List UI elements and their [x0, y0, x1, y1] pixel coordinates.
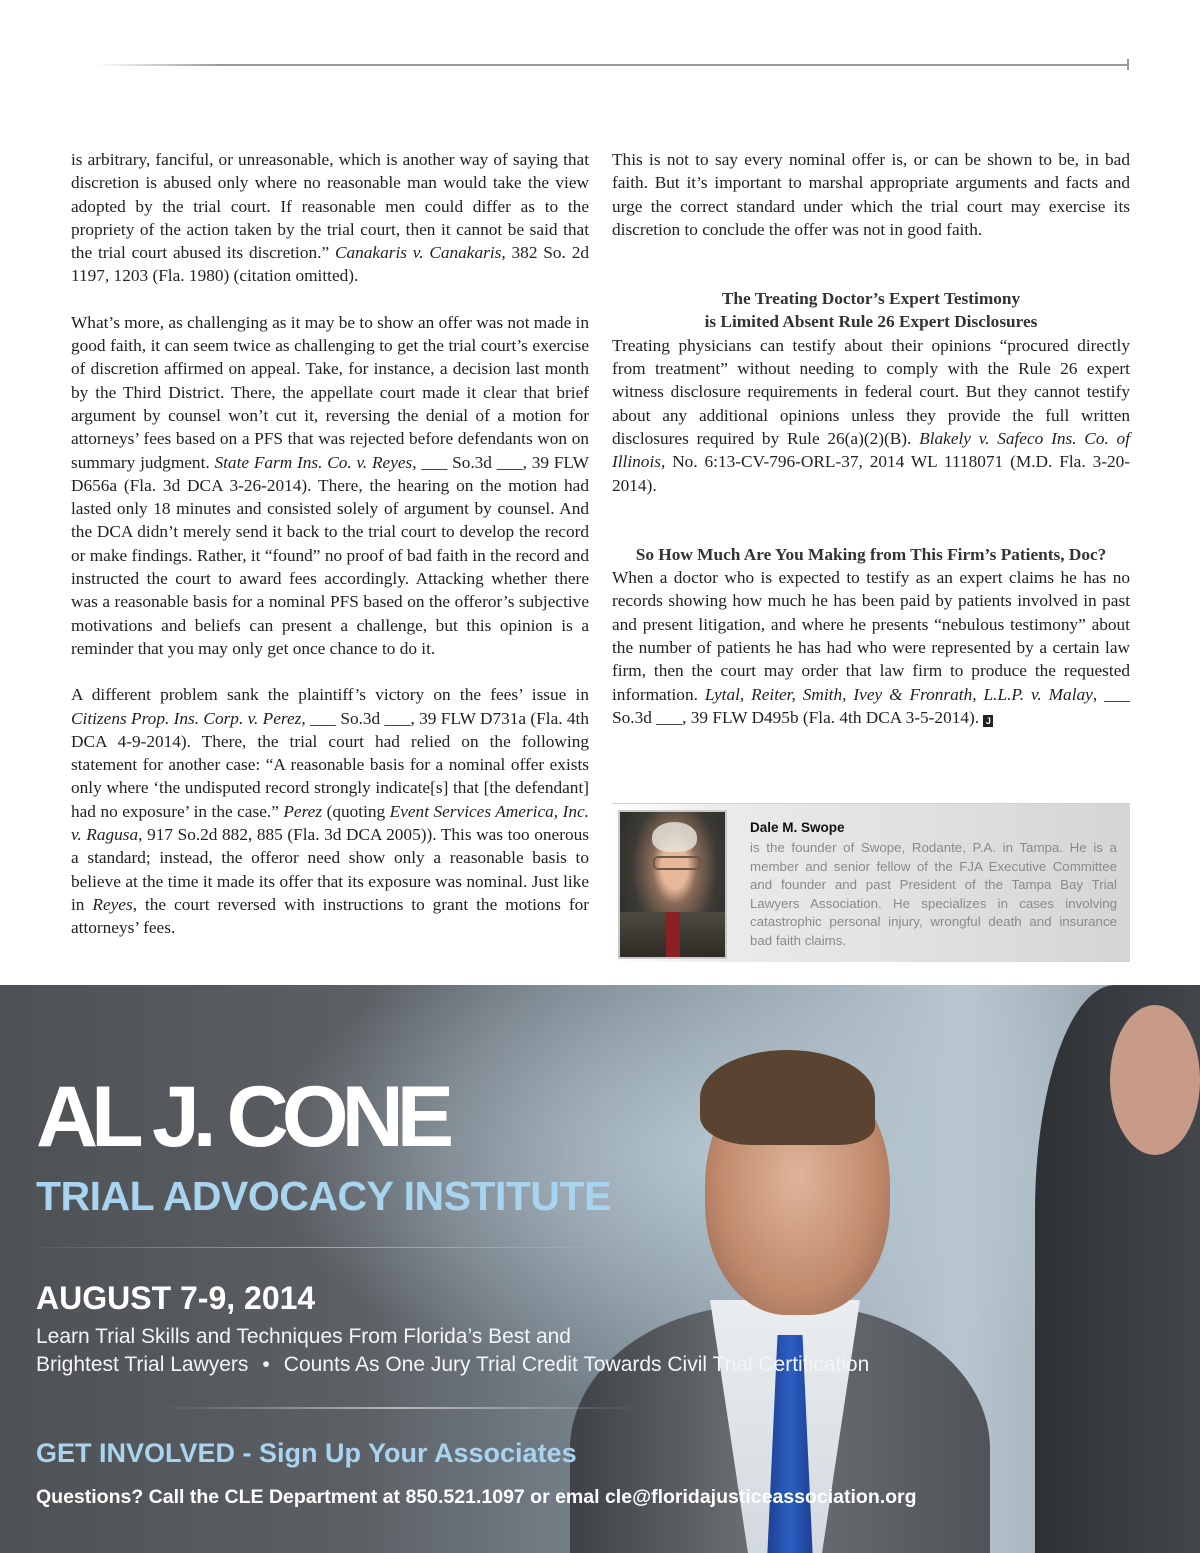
text: A different problem sank the plaintiff’s victory on the fees’ issue in [71, 685, 589, 705]
ad-title: AL J. CONE [36, 1069, 448, 1165]
ad-subtitle: TRIAL ADVOCACY INSTITUTE [36, 1173, 611, 1219]
text: , 382 So. 2d 1197, 1203 (Fla. 1980) (citation omitted). [71, 243, 589, 286]
right-paragraph-1: This is not to say every nominal offer is, or can be shown to be, in bad faith. But it’s important to marshal appropriate arguments and facts and urge the correct standard under which the trial court may exercise its discretion to conclude the offer was not in good faith. [612, 150, 1130, 239]
end-of-article-mark: J [983, 715, 993, 727]
heading-line: is Limited Absent Rule 26 Expert Disclosures [704, 312, 1038, 332]
ad-photo-smiling-man [560, 1025, 980, 1553]
text: , 917 So.2d 882, 885 (Fla. 3d DCA 2005)). This was too onerous a standard; instead, the offeror need show only a reasonable basis to believe at the time it made its offer that its exposure was nominal. Just like in [71, 825, 589, 914]
section-heading-how-much: So How Much Are You Making from This Firm’s Patients, Doc? [635, 544, 1107, 564]
text: What’s more, as challenging as it may be to show an offer was not made in good faith, it can seem twice as challenging to get the trial court’s exercise of discretion affirmed on appeal. Take, for instance, a decision last month by the Third District. There, the appellate court made it clear that brief argument by counsel won’t cut it, reversing the denial of a motion for attorneys’ fees based on a PFS that was rejected before defendants won on summary judgment. [71, 312, 589, 472]
ad-contact-info: Questions? Call the CLE Department at 850.521.1097 or emal cle@floridajusticeassociation.org [36, 1486, 917, 1508]
author-name: Dale M. Swope [750, 820, 845, 835]
left-paragraph-2 [71, 311, 589, 660]
ad-photo-second-man [1035, 985, 1200, 1553]
header-rule [95, 64, 1129, 66]
case-citation: State Farm Ins. Co. v. Reyes [214, 452, 413, 472]
right-paragraph-3 [612, 566, 1130, 729]
text: , No. 6:13-CV-796-ORL-37, 2014 WL 1118071 (M.D. Fla. 3-20-2014). [612, 452, 1130, 495]
text: Counts As One Jury Trial Credit Towards Civil Trial Certification [283, 1353, 870, 1376]
right-paragraph-2 [612, 334, 1130, 497]
case-citation: Perez [283, 801, 323, 821]
text: , ___ So.3d ___, 39 FLW D656a (Fla. 3d DCA 3-26-2014). There, the hearing on the motion had lasted only 18 minutes and consisted solely of argument by counsel. And the DCA didn’t merely send it back to the trial court to develop the record or make findings. Rather, it “found” no proof of bad faith in the record and instructed the court to award fees accordingly. Attacking whether there was a reasonable basis for a nominal PFS based on the offeror’s subjective motivations and beliefs can present a challenge, but this opinion is a reminder that you may only get once chance to do it. [71, 452, 589, 658]
ad-date: AUGUST 7-9, 2014 [36, 1280, 316, 1316]
text: , ___ So.3d ___, 39 FLW D731a (Fla. 4th DCA 4-9-2014). There, the trial court had relied on the following statement for another case: “A reasonable basis for a nominal offer exists only where ‘the undisputed record strongly indicate[s] that [the defendant] had no exposure’ in the case.” [71, 708, 589, 821]
case-citation: Blakely v. Safeco Ins. Co. of Illinois [612, 428, 1130, 472]
text: When a doctor who is expected to testify as an expert claims he has no records showing how much he has been paid by patients involved in past and present litigation, and where he presents “nebulous testimony” about the number of patients he has had who were represented by a certain law firm, then the court may order that law firm to produce the requested information. [612, 568, 1130, 704]
right-column [612, 148, 1130, 752]
left-paragraph-1 [71, 148, 589, 288]
bullet-icon: • [262, 1353, 270, 1376]
author-bio-text: is the founder of Swope, Rodante, P.A. in Tampa. He is a member and senior fellow of the FJA Executive Committee and founder and past President of the Tampa Bay Trial Lawyers Association. He specializes in cases involving catastrophic personal injury, wrongful death and insurance bad faith claims. [750, 840, 1117, 948]
case-citation: Citizens Prop. Ins. Corp. v. Perez [71, 708, 302, 728]
ad-divider [36, 1247, 596, 1248]
text: (quoting [322, 801, 390, 821]
text: , the court reversed with instructions to grant the motions for attorneys’ fees. [71, 894, 589, 938]
trial-advocacy-ad [0, 985, 1200, 1553]
case-citation: Reyes [92, 894, 133, 914]
ad-divider [160, 1407, 640, 1409]
header-rule-end [1127, 59, 1129, 70]
ad-description-line [36, 1351, 869, 1379]
text: , ___ So.3d ___, 39 FLW D495b (Fla. 4th DCA 3-5-2014). [612, 684, 1131, 727]
ad-description [36, 1323, 869, 1379]
ad-call-to-action: GET INVOLVED - Sign Up Your Associates [36, 1438, 577, 1468]
case-citation: Lytal, Reiter, Smith, Ivey & Fronrath, L.L.P. v. Malay [704, 684, 1093, 704]
case-citation: Event Services America, Inc. v. Ragusa [71, 801, 590, 845]
text: Brightest Trial Lawyers [36, 1353, 249, 1376]
author-bio-box [612, 803, 1130, 962]
left-column [71, 148, 589, 963]
section-heading-treating-doctor [612, 287, 1130, 334]
case-citation: Canakaris v. Canakaris [334, 243, 502, 263]
left-paragraph-3 [71, 683, 589, 939]
text: Treating physicians can testify about their opinions “procured directly from treatment” without needing to comply with the Rule 26 expert witness disclosure requirements in federal court. But they cannot testify about any additional opinions unless they provide the full written disclosures required by Rule 26(a)(2)(B). [612, 335, 1130, 448]
text: is arbitrary, fanciful, or unreasonable, which is another way of saying that discretion is abused only where no reasonable man would take the view adopted by the trial court. If reasonable men could differ as to the propriety of the action taken by the trial court, then it cannot be said that the trial court abused its discretion.” [71, 150, 589, 263]
author-photo [618, 810, 727, 959]
ad-description-line: Learn Trial Skills and Techniques From Florida’s Best and [36, 1325, 571, 1348]
heading-line: The Treating Doctor’s Expert Testimony [721, 289, 1021, 309]
